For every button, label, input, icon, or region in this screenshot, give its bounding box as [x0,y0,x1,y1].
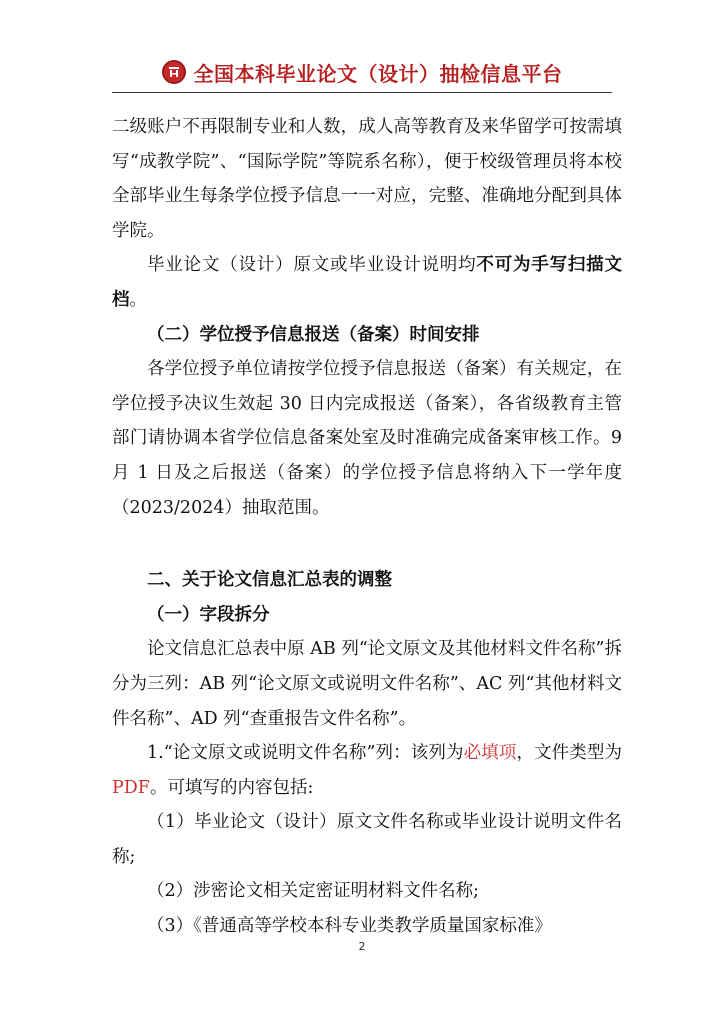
column-rule-mid: ，文件类型为 [516,743,623,764]
list-item-3: （3）《普通高等学校本科专业类教学质量国家标准》 [147,916,552,937]
column-rule-text: 1.“论文原文或说明文件名称”列：该列为 [147,743,464,764]
subsection-heading-field-split: （一）字段拆分 [147,604,270,625]
paragraph-field-split: 论文信息汇总表中原 AB 列“论文原文及其他材料文件名称”拆分为三列：AB 列“论文原文或说明文件名称”、AC 列“其他材料文件名称”、AD 列“查重报告文件名称”。 [112,639,622,729]
scan-rule-text: 毕业论文（设计）原文或毕业设计说明均 [147,255,477,276]
file-type-label: PDF [112,777,150,798]
scan-rule-end: 。 [129,289,147,310]
document-body [112,110,622,944]
paragraph-continued: 二级账户不再限制专业和人数，成人高等教育及来华留学可按需填写“成教学院”、“国际学院”等院系名称），便于校级管理员将本校全部毕业生每条学位授予信息一一对应，完整、准确地分配到具体学院。 [112,117,622,241]
list-item-1: （1）毕业论文（设计）原文文件名称或毕业设计说明文件名称; [112,812,622,867]
page-header [112,54,612,90]
page-number: 2 [358,940,366,953]
required-label: 必填项 [463,743,517,764]
platform-logo-icon [162,60,186,84]
list-item-2: （2）涉密论文相关定密证明材料文件名称; [147,881,480,902]
subsection-heading-schedule: （二）学位授予信息报送（备案）时间安排 [147,324,480,345]
section-heading-summary-table: 二、关于论文信息汇总表的调整 [147,570,392,591]
paragraph-column-rule [112,736,622,805]
section-gap [112,525,622,563]
scan-rule-emphasis: 不可为手写扫描文档 [112,255,623,310]
column-rule-end: 。可填写的内容包括: [149,777,314,798]
header-divider [112,92,612,93]
header-title: 全国本科毕业论文（设计）抽检信息平台 [193,61,563,86]
paragraph-scan-rule [112,248,622,317]
paragraph-schedule: 各学位授予单位请按学位授予信息报送（备案）有关规定，在学位授予决议生效起 30 日内完成报送（备案），各省级教育主管部门请协调本省学位信息备案处室及时准确完成备案审核工作。9 月 1 日及之后报送（备案）的学位授予信息将纳入下一学年度（2023/2024）抽取范围。 [112,359,622,518]
